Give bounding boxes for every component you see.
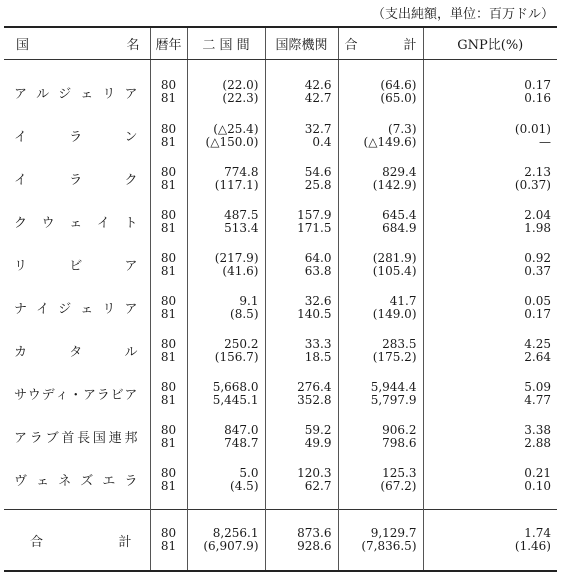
international-cell: 157.9 171.5 [265, 200, 338, 243]
table-row [4, 329, 557, 372]
country-name-char: 邦 [124, 431, 138, 446]
total-cell: 829.4 (142.9) [338, 157, 423, 200]
country-name [4, 157, 150, 200]
table-row [4, 243, 557, 286]
country-name-char: ク [14, 216, 28, 231]
bilateral-cell: 487.5 513.4 [187, 200, 265, 243]
unit-note: （支出純額，単位：百万ドル） [371, 7, 554, 22]
international-cell: 54.6 25.8 [265, 157, 338, 200]
international-cell: 59.2 49.9 [265, 415, 338, 458]
year-cell: 80 81 [150, 329, 187, 372]
country-name [4, 60, 150, 115]
country-name-char: ェ [69, 216, 83, 231]
country-name-char: ラ [69, 173, 83, 188]
total-row [4, 510, 557, 572]
gnp-cell: 4.25 2.64 [423, 329, 557, 372]
header-international: 国際機関 [265, 27, 338, 60]
total-cell: 906.2 798.6 [338, 415, 423, 458]
country-name-char: ヴ [14, 474, 28, 489]
gnp-cell: 2.13 (0.37) [423, 157, 557, 200]
year-cell: 80 81 [150, 243, 187, 286]
country-name-char: リ [102, 86, 116, 102]
bilateral-cell: (△25.4) (△150.0) [187, 114, 265, 157]
country-name-char: ネ [58, 474, 72, 489]
total-cell: 283.5 (175.2) [338, 329, 423, 372]
total-label-char: 計 [118, 534, 132, 550]
international-cell: 42.6 42.7 [265, 60, 338, 115]
total-cell: 645.4 684.9 [338, 200, 423, 243]
country-name-char: ク [124, 173, 138, 188]
country-name-char: ラ [96, 388, 110, 403]
country-name-char: リ [102, 302, 116, 317]
country-name-char: ア [124, 388, 138, 403]
year-cell: 80 81 [150, 60, 187, 115]
country-name-char: ア [124, 259, 138, 274]
gnp-cell: 2.04 1.98 [423, 200, 557, 243]
country-name [4, 372, 150, 415]
header-row [4, 27, 557, 60]
country-name-char: イ [14, 130, 28, 145]
country-name-char: リ [14, 259, 28, 274]
total-cell: 5,944.4 5,797.9 [338, 372, 423, 415]
country-name-char: ウ [41, 216, 55, 231]
year-cell: 80 81 [150, 114, 187, 157]
header-country-char: 名 [126, 38, 140, 53]
country-name [4, 329, 150, 372]
total-cell: 9,129.7 (7,836.5) [338, 510, 423, 572]
country-name-char: ト [124, 216, 138, 231]
country-name-char: タ [69, 345, 83, 360]
table-row [4, 114, 557, 157]
international-cell: 32.7 0.4 [265, 114, 338, 157]
gnp-cell: 5.09 4.77 [423, 372, 557, 415]
header-total [338, 27, 423, 60]
country-name-char: ア [124, 302, 138, 317]
country-name-char: ル [124, 345, 138, 360]
header-total-char: 計 [403, 38, 417, 53]
header-country [4, 27, 150, 60]
gnp-cell: 0.05 0.17 [423, 286, 557, 329]
country-name-char: ・ [69, 388, 83, 403]
country-name-char: ア [124, 86, 138, 102]
country-name-char: ラ [29, 431, 43, 446]
international-cell: 64.0 63.8 [265, 243, 338, 286]
table-row [4, 60, 557, 115]
bilateral-cell: 5,668.0 5,445.1 [187, 372, 265, 415]
bilateral-cell: (22.0) (22.3) [187, 60, 265, 115]
country-name-char: ジ [58, 86, 72, 102]
table-row [4, 415, 557, 458]
gnp-cell: 3.38 2.88 [423, 415, 557, 458]
gnp-cell: (0.01) — [423, 114, 557, 157]
total-label [4, 510, 150, 572]
header-bilateral: 二 国 間 [187, 27, 265, 60]
header-year: 暦年 [150, 27, 187, 60]
country-name [4, 415, 150, 458]
table-row [4, 372, 557, 415]
country-name [4, 114, 150, 157]
table-row [4, 458, 557, 510]
international-cell: 873.6 928.6 [265, 510, 338, 572]
international-cell: 32.6 140.5 [265, 286, 338, 329]
country-name [4, 243, 150, 286]
bilateral-cell: 8,256.1 (6,907.9) [187, 510, 265, 572]
total-cell: (281.9) (105.4) [338, 243, 423, 286]
table-row [4, 157, 557, 200]
country-name-char: ィ [55, 388, 69, 403]
country-name-char: カ [14, 345, 28, 360]
table-row [4, 200, 557, 243]
gnp-cell: 0.17 0.16 [423, 60, 557, 115]
gnp-cell: 0.21 0.10 [423, 458, 557, 510]
international-cell: 120.3 62.7 [265, 458, 338, 510]
gnp-cell: 0.92 0.37 [423, 243, 557, 286]
total-cell: 125.3 (67.2) [338, 458, 423, 510]
country-name-char: デ [41, 388, 55, 403]
country-name-char: ブ [45, 431, 59, 446]
bilateral-cell: 774.8 (117.1) [187, 157, 265, 200]
year-cell: 80 81 [150, 200, 187, 243]
total-label-char: 合 [30, 534, 44, 550]
country-name-char: 国 [92, 431, 106, 446]
table-row [4, 286, 557, 329]
country-name-char: イ [14, 173, 28, 188]
bilateral-cell: (217.9) (41.6) [187, 243, 265, 286]
year-cell: 80 81 [150, 458, 187, 510]
country-name-char: ル [36, 86, 50, 102]
country-name-char: 長 [77, 431, 91, 446]
country-name-char: ビ [110, 388, 124, 403]
country-name-char: 連 [108, 431, 122, 446]
country-name-char: ェ [36, 474, 50, 489]
bilateral-cell: 5.0 (4.5) [187, 458, 265, 510]
country-name-char: ナ [14, 302, 28, 317]
country-name-char: ア [14, 86, 28, 102]
total-cell: (64.6) (65.0) [338, 60, 423, 115]
oda-table [4, 26, 557, 572]
country-name-char: ズ [80, 474, 94, 489]
country-name [4, 200, 150, 243]
country-name-char: ビ [69, 259, 83, 274]
total-cell: 41.7 (149.0) [338, 286, 423, 329]
country-name-char: ラ [69, 130, 83, 145]
country-name-char: 首 [61, 431, 75, 446]
country-name-char: ラ [124, 474, 138, 489]
gnp-cell: 1.74 (1.46) [423, 510, 557, 572]
country-name-char: ェ [80, 302, 94, 317]
country-name-char: エ [102, 474, 116, 489]
country-name-char: サ [14, 388, 28, 403]
bilateral-cell: 847.0 748.7 [187, 415, 265, 458]
country-name-char: ア [82, 388, 96, 403]
country-name-char: ア [14, 431, 28, 446]
header-total-char: 合 [344, 38, 358, 53]
year-cell: 80 81 [150, 510, 187, 572]
international-cell: 33.3 18.5 [265, 329, 338, 372]
country-name-char: ン [124, 130, 138, 145]
country-name [4, 458, 150, 510]
bilateral-cell: 250.2 (156.7) [187, 329, 265, 372]
international-cell: 276.4 352.8 [265, 372, 338, 415]
total-cell: (7.3) (△149.6) [338, 114, 423, 157]
country-name-char: ェ [80, 86, 94, 102]
year-cell: 80 81 [150, 372, 187, 415]
header-gnp: GNP比(%) [423, 27, 557, 60]
header-country-char: 国 [16, 38, 30, 53]
bilateral-cell: 9.1 (8.5) [187, 286, 265, 329]
country-name-char: イ [96, 216, 110, 231]
country-name-char: ジ [58, 302, 72, 317]
year-cell: 80 81 [150, 415, 187, 458]
country-name-char: イ [36, 302, 50, 317]
country-name-char: ウ [27, 388, 41, 403]
year-cell: 80 81 [150, 286, 187, 329]
year-cell: 80 81 [150, 157, 187, 200]
country-name [4, 286, 150, 329]
